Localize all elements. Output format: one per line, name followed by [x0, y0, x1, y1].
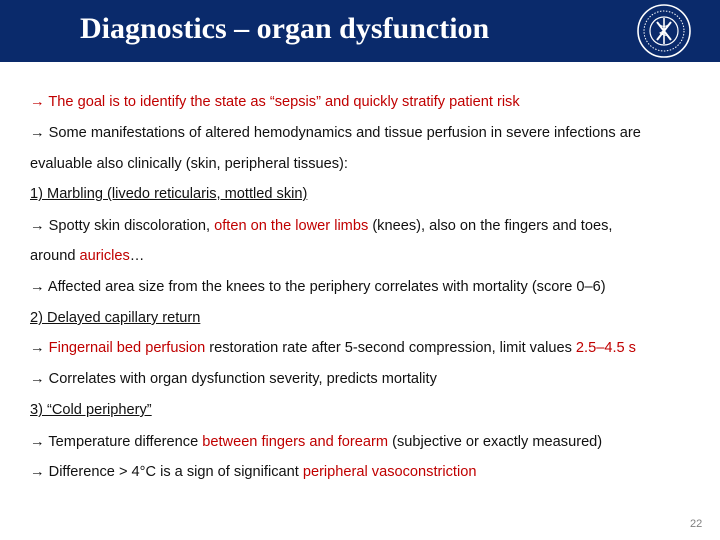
- fingernail-text-highlight: Fingernail bed perfusion: [48, 340, 206, 356]
- temperature-line: [30, 434, 602, 450]
- affected-line: → Affected area size from the knees to the periphery correlates with mortality (score 0–6): [30, 279, 606, 295]
- heading-cold-periphery: 3) “Cold periphery”: [30, 402, 152, 418]
- temperature-text-post: (subjective or exactly measured): [388, 434, 603, 450]
- slide-title: Diagnostics – organ dysfunction: [80, 12, 490, 45]
- university-seal-icon: [636, 3, 692, 59]
- temperature-text-highlight: between fingers and forearm: [202, 434, 389, 450]
- title-bar: [0, 0, 720, 62]
- spotty-text-post: (knees), also on the fingers and toes,: [368, 218, 613, 234]
- around-text-highlight: auricles: [79, 248, 130, 264]
- fingernail-text-pre: →: [30, 340, 49, 356]
- correlates-line: → Correlates with organ dysfunction severity, predicts mortality: [30, 371, 437, 387]
- fingernail-line: [30, 340, 636, 356]
- difference-text-pre: → Difference > 4°C is a sign of significant: [30, 464, 303, 480]
- difference-line: [30, 464, 476, 480]
- around-line: [30, 248, 144, 264]
- fingernail-text-mid: restoration rate after 5-second compression, limit values: [205, 340, 576, 356]
- heading-marbling: 1) Marbling (livedo reticularis, mottled skin): [30, 186, 308, 202]
- limit-values-highlight: 2.5–4.5 s: [575, 340, 636, 356]
- page-number: 22: [690, 518, 703, 530]
- goal-line: → The goal is to identify the state as “sepsis” and quickly stratify patient risk: [30, 94, 520, 110]
- spotty-text-highlight: often on the lower limbs: [214, 218, 369, 234]
- spotty-line: [30, 218, 612, 234]
- spotty-text-pre: → Spotty skin discoloration,: [30, 218, 215, 234]
- around-text-post: …: [129, 248, 145, 264]
- manifestations-line-2: evaluable also clinically (skin, peripheral tissues):: [30, 156, 348, 172]
- heading-capillary: 2) Delayed capillary return: [30, 310, 201, 326]
- temperature-text-pre: → Temperature difference: [30, 434, 203, 450]
- difference-text-highlight: peripheral vasoconstriction: [302, 464, 477, 480]
- manifestations-line-1: → Some manifestations of altered hemodynamics and tissue perfusion in severe infections are: [30, 125, 641, 141]
- around-text-pre: around: [30, 248, 80, 264]
